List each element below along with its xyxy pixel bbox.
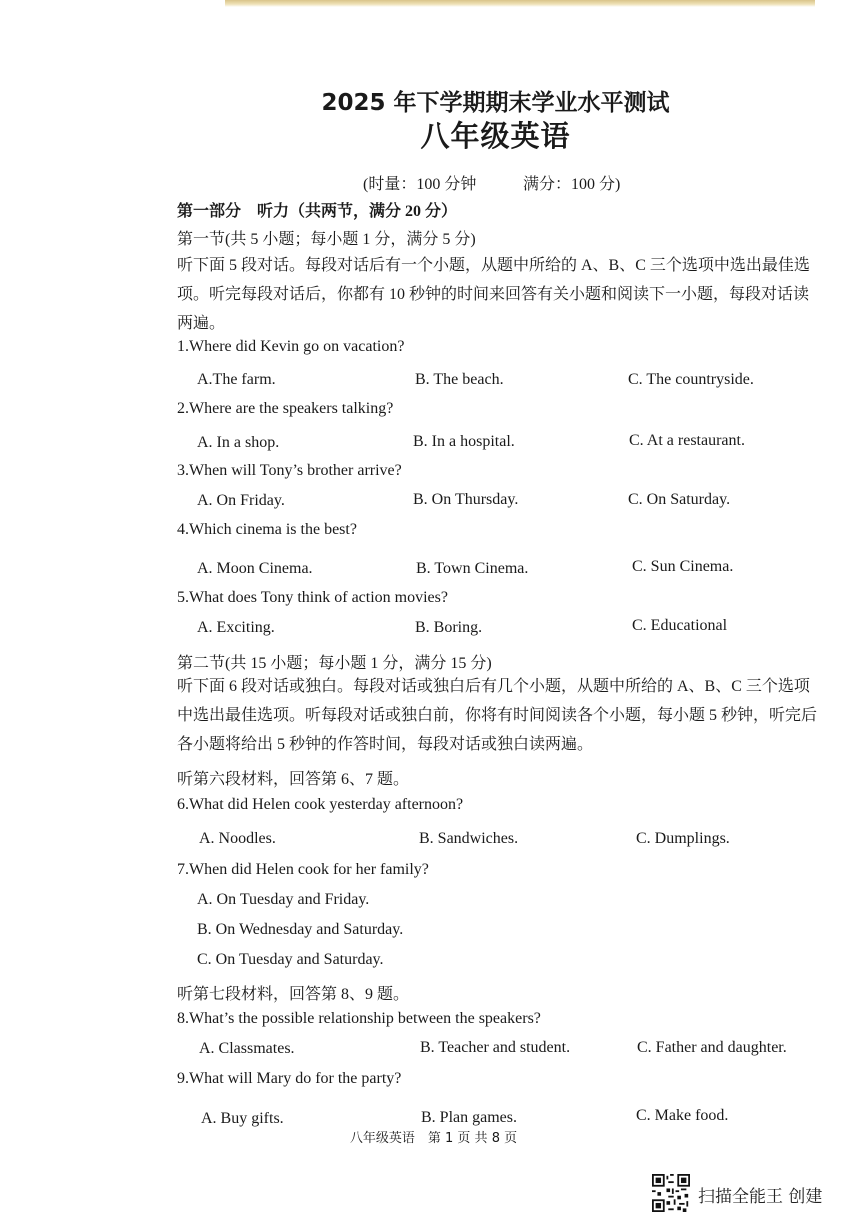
question-5: 5.What does Tony think of action movies? xyxy=(177,589,448,606)
material-7-label: 听第七段材料，回答第 8、9 题。 xyxy=(177,986,410,1003)
exam-time: (时量：100 分钟 xyxy=(363,176,477,193)
question-6: 6.What did Helen cook yesterday afternoon? xyxy=(177,796,464,813)
scanner-watermark-text: 扫描全能王 创建 xyxy=(698,1187,823,1207)
exam-title: 2025 年下学期期末学业水平测试 xyxy=(321,90,670,116)
section1-instructions: 听下面 5 段对话。每段对话后有一个小题，从题中所给的 A、B、C 三个选项中选出最佳选项。听完每段对话后，你都有 10 秒钟的时间来回答有关小题和阅读下一小题，每段对话读两遍。 xyxy=(177,257,810,332)
exam-subject: 八年级英语 xyxy=(420,119,571,153)
q8-option-a: A. Classmates. xyxy=(199,1040,295,1057)
question-7: 7.When did Helen cook for her family? xyxy=(177,861,429,878)
q1-option-a: A.The farm. xyxy=(197,371,276,388)
section2-heading: 第二节(共 15 小题；每小题 1 分，满分 15 分) xyxy=(177,655,492,672)
q9-option-b: B. Plan games. xyxy=(421,1109,517,1126)
q9-option-a: A. Buy gifts. xyxy=(201,1110,284,1127)
q7-option-b: B. On Wednesday and Saturday. xyxy=(197,921,404,938)
q2-option-c: C. At a restaurant. xyxy=(629,432,745,449)
question-8: 8.What’s the possible relationship between the speakers? xyxy=(177,1010,541,1027)
qr-code-icon xyxy=(652,1174,690,1212)
q9-option-c: C. Make food. xyxy=(636,1107,729,1124)
material-6-label: 听第六段材料，回答第 6、7 题。 xyxy=(177,771,410,788)
q2-option-a: A. In a shop. xyxy=(197,434,280,451)
q1-option-c: C. The countryside. xyxy=(628,371,754,388)
question-9: 9.What will Mary do for the party? xyxy=(177,1070,402,1087)
q6-option-c: C. Dumplings. xyxy=(636,830,730,847)
q8-option-c: C. Father and daughter. xyxy=(637,1039,787,1056)
question-3: 3.When will Tony’s brother arrive? xyxy=(177,462,402,479)
question-1: 1.Where did Kevin go on vacation? xyxy=(177,338,405,355)
exam-score: 满分：100 分) xyxy=(523,176,621,193)
q4-option-a: A. Moon Cinema. xyxy=(197,560,313,577)
q1-option-b: B. The beach. xyxy=(415,371,504,388)
q5-option-a: A. Exciting. xyxy=(197,619,275,636)
section2-instructions: 听下面 6 段对话或独白。每段对话或独白后有几个小题，从题中所给的 A、B、C 三个选项中选出最佳选项。听每段对话或独白前，你将有时间阅读各个小题，每小题 5 秒钟，听完后各小题将给出 5 秒钟的作答时间，每段对话或独白读两遍。 xyxy=(177,678,818,753)
q7-option-c: C. On Tuesday and Saturday. xyxy=(197,951,384,968)
page-footer: 八年级英语 第 1 页 共 8 页 xyxy=(349,1131,518,1146)
q3-option-b: B. On Thursday. xyxy=(413,491,519,508)
q6-option-b: B. Sandwiches. xyxy=(419,830,519,847)
q2-option-b: B. In a hospital. xyxy=(413,433,515,450)
q6-option-a: A. Noodles. xyxy=(199,830,276,847)
q8-option-b: B. Teacher and student. xyxy=(420,1039,571,1056)
question-2: 2.Where are the speakers talking? xyxy=(177,400,394,417)
q5-option-b: B. Boring. xyxy=(415,619,483,636)
question-4: 4.Which cinema is the best? xyxy=(177,521,357,538)
q4-option-b: B. Town Cinema. xyxy=(416,560,529,577)
q5-option-c: C. Educational xyxy=(632,617,728,634)
part1-heading: 第一部分 听力（共两节，满分 20 分） xyxy=(177,203,458,220)
section1-heading: 第一节(共 5 小题；每小题 1 分，满分 5 分) xyxy=(177,231,476,248)
q3-option-a: A. On Friday. xyxy=(197,492,285,509)
q4-option-c: C. Sun Cinema. xyxy=(632,558,734,575)
q3-option-c: C. On Saturday. xyxy=(628,491,731,508)
q7-option-a: A. On Tuesday and Friday. xyxy=(197,891,370,908)
scan-edge-strip xyxy=(225,0,815,7)
